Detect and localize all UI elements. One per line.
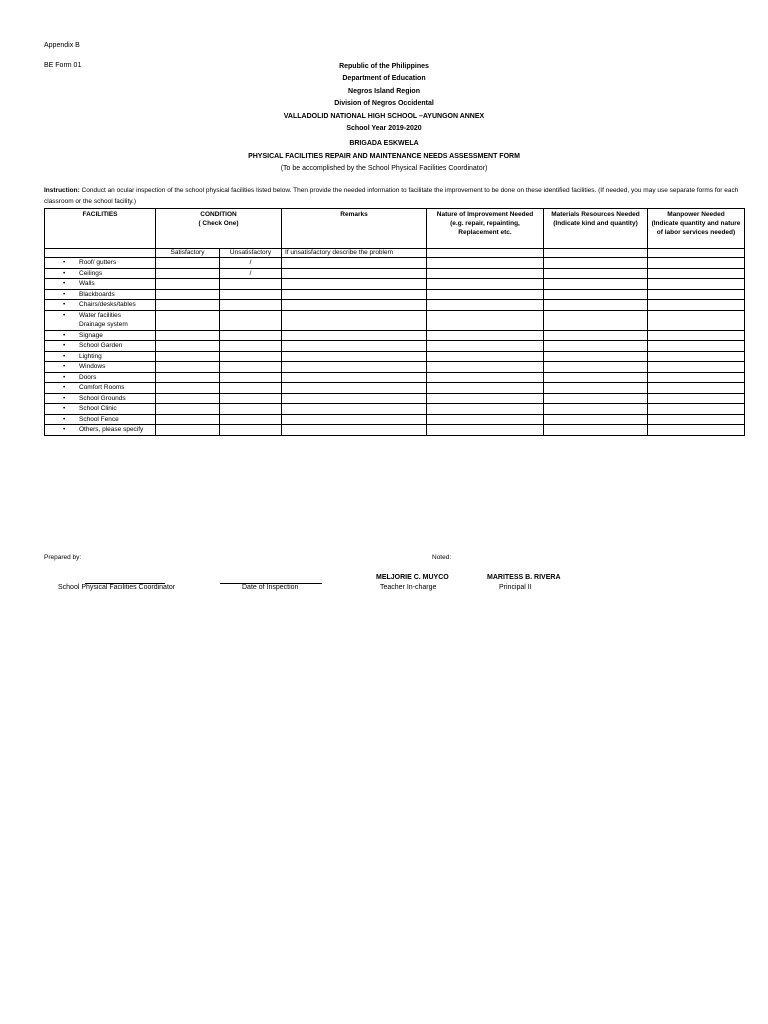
instruction-label: Instruction:: [44, 187, 80, 194]
subheader-satisfactory: Satisfactory: [156, 249, 220, 258]
unsatisfactory-cell[interactable]: [220, 289, 282, 300]
teacher-title: Teacher In-charge: [380, 584, 437, 591]
department-line: Department of Education: [342, 75, 426, 83]
remarks-cell[interactable]: [282, 425, 427, 436]
bullet-icon: •: [63, 290, 66, 298]
instruction-paragraph: [44, 186, 744, 207]
facility-label: School Garden: [79, 342, 123, 349]
nature-cell[interactable]: [427, 362, 544, 373]
table-row: [45, 289, 745, 300]
manpower-cell[interactable]: [648, 393, 745, 404]
materials-cell[interactable]: [544, 258, 648, 269]
facility-cell: [45, 300, 156, 311]
remarks-cell[interactable]: [282, 258, 427, 269]
unsatisfactory-cell[interactable]: [220, 404, 282, 415]
table-row: [45, 393, 745, 404]
facility-label: Roof/ gutters: [79, 259, 117, 266]
noted-label: Noted:: [432, 554, 452, 561]
agency-header: [0, 61, 768, 135]
nature-cell[interactable]: [427, 279, 544, 290]
header-nature-of-improvement: [427, 209, 544, 249]
bullet-icon: •: [63, 373, 66, 381]
manpower-cell[interactable]: [648, 372, 745, 383]
table-row: [45, 310, 745, 330]
subheader-blank: [427, 249, 544, 258]
subheader-remarks-hint: If unsatisfactory describe the problem: [282, 249, 427, 258]
satisfactory-cell[interactable]: [156, 289, 220, 300]
program-title: BRIGADA ESKWELA: [349, 140, 419, 147]
satisfactory-cell[interactable]: [156, 279, 220, 290]
republic-line: Republic of the Philippines: [339, 63, 429, 70]
manpower-cell[interactable]: [648, 258, 745, 269]
date-of-inspection-label: Date of Inspection: [242, 584, 299, 591]
accomplish-note: (To be accomplished by the School Physical Facilities Coordinator): [280, 165, 488, 173]
facility-cell: [45, 404, 156, 415]
appendix-label: Appendix B: [44, 42, 80, 49]
materials-cell[interactable]: [544, 351, 648, 362]
table-row: [45, 372, 745, 383]
bullet-icon: •: [63, 405, 66, 412]
satisfactory-cell[interactable]: [156, 393, 220, 404]
nature-cell[interactable]: [427, 351, 544, 362]
table-row: [45, 404, 745, 415]
facility-label: Windows: [79, 363, 106, 370]
unsatisfactory-cell[interactable]: /: [220, 268, 282, 279]
table-row: [45, 258, 745, 269]
unsatisfactory-cell[interactable]: [220, 425, 282, 436]
facilities-table: [44, 208, 745, 436]
header-materials-text: Materials Resources Needed (Indicate kind and quantity): [551, 211, 640, 227]
materials-cell[interactable]: [544, 404, 648, 415]
facility-label: School Fence: [79, 415, 119, 423]
satisfactory-cell[interactable]: [156, 268, 220, 279]
header-manpower-text: Manpower Needed (Indicate quantity and nature of labor services needed): [651, 211, 741, 236]
nature-cell[interactable]: [427, 258, 544, 269]
nature-cell[interactable]: [427, 310, 544, 330]
nature-cell[interactable]: [427, 372, 544, 383]
facility-label: School Clinic: [79, 405, 117, 412]
facility-rows: [45, 258, 745, 436]
materials-cell[interactable]: [544, 393, 648, 404]
remarks-cell[interactable]: [282, 279, 427, 290]
header-materials: [544, 209, 648, 249]
facility-label: Others, please specify: [79, 426, 144, 433]
manpower-cell[interactable]: [648, 351, 745, 362]
prepared-by-label: Prepared by:: [44, 554, 82, 561]
materials-cell[interactable]: [544, 330, 648, 341]
facility-cell: [45, 372, 156, 383]
remarks-cell[interactable]: [282, 383, 427, 394]
unsatisfactory-cell[interactable]: /: [220, 258, 282, 269]
unsatisfactory-cell[interactable]: [220, 362, 282, 373]
satisfactory-cell[interactable]: [156, 341, 220, 352]
facility-cell: [45, 425, 156, 436]
bullet-icon: •: [63, 311, 66, 319]
form-title: PHYSICAL FACILITIES REPAIR AND MAINTENANCE NEEDS ASSESSMENT FORM: [248, 152, 520, 160]
coordinator-title: School Physical Facilities Coordinator: [58, 584, 176, 591]
satisfactory-cell[interactable]: [156, 425, 220, 436]
table-row: [45, 362, 745, 373]
materials-cell[interactable]: [544, 268, 648, 279]
remarks-cell[interactable]: [282, 404, 427, 415]
unsatisfactory-cell[interactable]: [220, 310, 282, 330]
remarks-cell[interactable]: [282, 300, 427, 311]
principal-name: MARITESS B. RIVERA: [487, 574, 561, 581]
table-row: [45, 268, 745, 279]
nature-cell[interactable]: [427, 268, 544, 279]
bullet-icon: •: [63, 426, 66, 433]
nature-cell[interactable]: [427, 425, 544, 436]
table-row: [45, 300, 745, 311]
bullet-icon: •: [63, 269, 66, 277]
satisfactory-cell[interactable]: [156, 414, 220, 425]
nature-cell[interactable]: [427, 414, 544, 425]
satisfactory-cell[interactable]: [156, 372, 220, 383]
remarks-cell[interactable]: [282, 268, 427, 279]
remarks-cell[interactable]: [282, 289, 427, 300]
subheader-unsatisfactory: Unsatisfactory: [220, 249, 282, 258]
unsatisfactory-cell[interactable]: [220, 393, 282, 404]
nature-cell[interactable]: [427, 330, 544, 341]
satisfactory-cell[interactable]: [156, 258, 220, 269]
manpower-cell[interactable]: [648, 279, 745, 290]
facility-cell: [45, 393, 156, 404]
header-facilities: FACILITIES: [45, 209, 156, 249]
teacher-name: MELJORIE C. MUYCO: [376, 574, 449, 581]
unsatisfactory-cell[interactable]: [220, 330, 282, 341]
bullet-icon: •: [63, 259, 66, 266]
materials-cell[interactable]: [544, 372, 648, 383]
bullet-icon: •: [63, 342, 66, 349]
materials-cell[interactable]: [544, 425, 648, 436]
unsatisfactory-cell[interactable]: [220, 383, 282, 394]
materials-cell[interactable]: [544, 300, 648, 311]
remarks-cell[interactable]: [282, 351, 427, 362]
nature-cell[interactable]: [427, 300, 544, 311]
school-name: VALLADOLID NATIONAL HIGH SCHOOL –AYUNGON ANNEX: [283, 112, 485, 120]
bullet-icon: •: [63, 384, 66, 391]
form-title-block: [0, 138, 768, 176]
satisfactory-cell[interactable]: [156, 383, 220, 394]
remarks-cell[interactable]: [282, 393, 427, 404]
unsatisfactory-cell[interactable]: [220, 279, 282, 290]
unsatisfactory-cell[interactable]: [220, 372, 282, 383]
bullet-icon: •: [63, 352, 66, 360]
table-row: [45, 351, 745, 362]
nature-cell[interactable]: [427, 393, 544, 404]
table-row: [45, 330, 745, 341]
materials-cell[interactable]: [544, 383, 648, 394]
facility-cell: [45, 268, 156, 279]
manpower-cell[interactable]: [648, 404, 745, 415]
school-year: School Year 2019-2020: [346, 125, 422, 133]
facility-label: Drainage system: [79, 321, 128, 328]
header-condition-text: CONDITION ( Check One): [198, 211, 239, 227]
principal-title: Principal II: [499, 584, 532, 591]
unsatisfactory-cell[interactable]: [220, 351, 282, 362]
manpower-cell[interactable]: [648, 341, 745, 352]
facility-label: Blackboards: [79, 290, 115, 298]
unsatisfactory-cell[interactable]: [220, 341, 282, 352]
materials-cell[interactable]: [544, 310, 648, 330]
facility-cell: [45, 310, 156, 330]
facility-label: Chairs/desks/tables: [79, 301, 136, 308]
satisfactory-cell[interactable]: [156, 351, 220, 362]
unsatisfactory-cell[interactable]: [220, 300, 282, 311]
facility-label: Signage: [79, 331, 103, 339]
facility-label: School Grounds: [79, 394, 126, 402]
facility-label: Doors: [79, 373, 97, 381]
bullet-icon: •: [63, 331, 66, 339]
satisfactory-cell[interactable]: [156, 310, 220, 330]
manpower-cell[interactable]: [648, 289, 745, 300]
bullet-icon: •: [63, 394, 66, 402]
facility-cell: [45, 258, 156, 269]
header-condition: [156, 209, 282, 249]
manpower-cell[interactable]: [648, 425, 745, 436]
manpower-cell[interactable]: [648, 383, 745, 394]
manpower-cell[interactable]: [648, 414, 745, 425]
nature-cell[interactable]: [427, 404, 544, 415]
materials-cell[interactable]: [544, 362, 648, 373]
instruction-text: Conduct an ocular inspection of the school physical facilities listed below. Then provide the needed information to facilitate the improvement to be done on these identified facilities. (If needed, you may use separate forms for each classroom or the school facility.): [44, 187, 739, 205]
remarks-cell[interactable]: [282, 330, 427, 341]
table-row: [45, 425, 745, 436]
materials-cell[interactable]: [544, 279, 648, 290]
remarks-cell[interactable]: [282, 372, 427, 383]
manpower-cell[interactable]: [648, 330, 745, 341]
subheader-blank: [544, 249, 648, 258]
facility-cell: [45, 330, 156, 341]
facility-cell: [45, 351, 156, 362]
facility-label: Comfort Rooms: [79, 384, 125, 391]
facility-cell: [45, 341, 156, 352]
facility-label: Ceilings: [79, 269, 103, 277]
materials-cell[interactable]: [544, 289, 648, 300]
manpower-cell[interactable]: [648, 310, 745, 330]
remarks-cell[interactable]: [282, 362, 427, 373]
manpower-cell[interactable]: [648, 268, 745, 279]
nature-cell[interactable]: [427, 341, 544, 352]
satisfactory-cell[interactable]: [156, 362, 220, 373]
unsatisfactory-cell[interactable]: [220, 414, 282, 425]
facility-label: Lighting: [79, 352, 102, 360]
manpower-cell[interactable]: [648, 362, 745, 373]
header-manpower: [648, 209, 745, 249]
table-row: [45, 383, 745, 394]
subheader-blank: [45, 249, 156, 258]
satisfactory-cell[interactable]: [156, 330, 220, 341]
bullet-icon: •: [63, 415, 66, 423]
bullet-icon: •: [63, 280, 66, 287]
nature-cell[interactable]: [427, 383, 544, 394]
facility-label: Walls: [79, 280, 95, 287]
table-row: [45, 414, 745, 425]
header-nature-text: Nature of Improvement Needed (e.g. repair, repainting, Replacement etc.: [436, 211, 534, 236]
table-row: [45, 279, 745, 290]
nature-cell[interactable]: [427, 289, 544, 300]
facility-cell: [45, 383, 156, 394]
region-line: Negros Island Region: [348, 87, 420, 95]
satisfactory-cell[interactable]: [156, 404, 220, 415]
bullet-icon: •: [63, 363, 66, 370]
remarks-cell[interactable]: [282, 341, 427, 352]
header-remarks: Remarks: [282, 209, 427, 249]
facility-label: Water facilities: [79, 311, 122, 319]
form-number: BE Form 01: [44, 62, 82, 69]
bullet-icon: •: [63, 301, 66, 308]
remarks-cell[interactable]: [282, 310, 427, 330]
manpower-cell[interactable]: [648, 300, 745, 311]
materials-cell[interactable]: [544, 341, 648, 352]
division-line: Division of Negros Occidental: [334, 100, 434, 108]
satisfactory-cell[interactable]: [156, 300, 220, 311]
remarks-cell[interactable]: [282, 414, 427, 425]
facility-cell: [45, 362, 156, 373]
facility-cell: [45, 279, 156, 290]
facility-cell: [45, 414, 156, 425]
table-row: [45, 341, 745, 352]
materials-cell[interactable]: [544, 414, 648, 425]
facility-cell: [45, 289, 156, 300]
subheader-blank: [648, 249, 745, 258]
